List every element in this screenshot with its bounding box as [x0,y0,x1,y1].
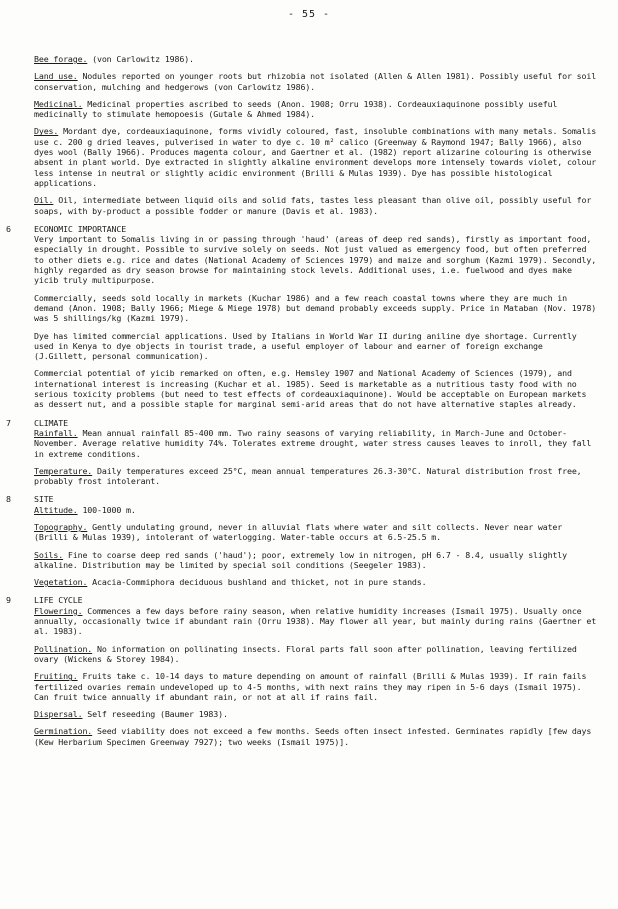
section-title: ECONOMIC IMPORTANCE [34,223,127,234]
heading-rainfall: Rainfall. [34,427,78,438]
heading-dispersal: Dispersal. [34,709,83,720]
heading-altitude: Altitude. [34,504,78,515]
section-site [6,494,600,588]
section-number: 9 [6,595,11,606]
section-title: CLIMATE [34,417,68,428]
text-rainfall: Mean annual rainfall 85-400 mm. Two rainy seasons of varying reliability, in March-June and October-November. Average relative humidity 74%. Tolerates extreme drought, water stress causes leaves to inroll, they fall in extreme conditions. [34,427,592,459]
text-pollination: No information on pollinating insects. Floral parts fall soon after pollination, leaving fertilized ovary (Wickens & Storey 1984). [34,643,577,664]
text-germination: Seed viability does not exceed a few months. Seeds often insect infested. Germinates rapidly [few days (Kew Herbarium Specimen Greenway 7927); two weeks (Ismail 1975)]. [34,726,592,747]
paragraph-germination [34,726,600,747]
paragraph-medicinal [34,99,600,120]
heading-temperature: Temperature. [34,465,93,476]
paragraph-pollination [34,644,600,665]
heading-dyes: Dyes. [34,126,59,137]
text-temperature: Daily temperatures exceed 25°C, mean annual temperatures 26.3-30°C. Natural distribution frost free, probably frost intolerant. [34,465,582,487]
paragraph-flowering [34,606,600,637]
section-paragraph: Very important to Somalis living in or passing through 'haud' (areas of deep red sands), firstly as important food, especially in drought. Possible to survive solely on seeds. Not just valued as emergency food, but often preferred to other diets e.g. rice and dates (National Academy of Sciences 1979) and maize and sorghum (Kazmi 1979). Secondly, highly regarded as dry season browse for maintaining stock levels. Additional uses, i.e. fuelwood and dyes make yicib truly multipurpose. [34,234,597,286]
text-fruiting: Fruits take c. 10-14 days to mature depending on amount of rainfall (Brilli & Mulas 1939). If rain fails fertilized ovaries remain undeveloped up to 4-5 months, with next rains they may ripen in 5-6 days (Ismail 1975). Can fruit twice annually if abundant rain, or not at all if rains fail. [34,671,587,702]
heading-bee-forage: Bee forage. [34,54,88,64]
section-number: 6 [6,223,11,234]
heading-topography: Topography. [34,521,88,532]
page-number: - 55 - [287,9,331,20]
paragraph-soils [34,550,600,571]
text-flowering: Commences a few days before rainy season, when relative humidity increases (Ismail 1975). Usually once annually, occasionally twice if abundant rain (Orru 1938). May flower all year, but mainly during rains (Gaertner et al. 1983). [34,605,597,637]
section-paragraph: Commercial potential of yicib remarked on often, e.g. Hemsley 1907 and National Academy of Sciences (1979), and international interest is increasing (Kuchar et al. 1985). Seed is marketable as a nutritious tasty food with no serious toxicity problems (but need to test effects of cordeauxiaquinone). Would be acceptable on European markets as dessert nut, and a possible staple for marginal semi-arid areas that do not have alternative staples already. [34,368,587,410]
heading-medicinal: Medicinal. [34,98,83,109]
text-topography: Gently undulating ground, never in alluvial flats where water and silt collects. Never near water (Brilli & Mulas 1939), intolerant of waterlogging. Water-table occurs at 6.5-25.5 m. [34,521,563,543]
paragraph-oil [34,195,600,216]
text-bee-forage: (von Carlowitz 1986). [87,54,194,64]
paragraph-rainfall [34,428,600,459]
paragraph-temperature [34,466,600,487]
paragraph-dyes [34,126,600,188]
paragraph-bee-forage [34,54,600,64]
section-number: 8 [6,494,11,505]
section-paragraph: Commercially, seeds sold locally in markets (Kuchar 1986) and a few reach coastal towns where they are much in demand (Anon. 1908; Bally 1966; Miege & Miege 1978) but demand probably exceeds supply. Price in Mataban (Nov. 1978) was 5 shillings/kg (Kazmi 1979). [34,292,597,324]
section-number: 7 [6,417,11,428]
text-medicinal: Medicinal properties ascribed to seeds (Anon. 1908; Orru 1938). Cordeauxiaquinone possibly useful medicinally to stimulate hemopoesis (Gutale & Ahmed 1984). [34,98,558,120]
paragraph-land-use [34,71,600,92]
text-land-use: Nodules reported on younger roots but rhizobia not isolated (Allen & Allen 1981). Possibly useful for soil conservation, mulching and hedgerows (von Carlowitz 1986). [34,71,597,92]
paragraph-dispersal [34,709,600,719]
uses-block [34,54,600,216]
section-climate [6,417,600,487]
page-body [6,54,600,754]
heading-germination: Germination. [34,726,93,737]
text-vegetation: Acacia-Commiphora deciduous bushland and thicket, not in pure stands. [87,577,427,588]
paragraph-vegetation [34,577,600,587]
heading-land-use: Land use. [34,71,78,82]
heading-oil: Oil. [34,195,54,206]
heading-pollination: Pollination. [34,643,93,654]
text-altitude: 100-1000 m. [77,504,136,515]
section-title: LIFE CYCLE [34,595,83,606]
section-title: SITE [34,494,54,505]
text-dispersal: Self reseeding (Baumer 1983). [82,709,228,720]
section-life-cycle [6,595,600,747]
text-soils: Fine to coarse deep red sands ('haud'); poor, extremely low in nitrogen, pH 6.7 - 8.4, usually slightly alkaline. Distribution may be limited by special soil conditions (Seegeler 1983). [34,549,567,570]
paragraph-fruiting [34,671,600,702]
paragraph-topography [34,522,600,543]
heading-soils: Soils. [34,549,64,560]
heading-fruiting: Fruiting. [34,671,78,682]
text-oil: Oil, intermediate between liquid oils and solid fats, tastes less pleasant than olive oil, possibly useful for soaps, with by-product a possible fodder or manure (Davis et al. 1983). [34,195,592,216]
text-dyes: Mordant dye, cordeauxiaquinone, forms vividly coloured, fast, insoluble combinations with many metals. Somalis use c. 200 g dried leaves, pulverised in water to dye c. 10 m² calico (Greenway & Raymond 1947; Bally 1966), also dyes wool (Bally 1966). Produces magenta colour, and Gaertner et al. (1982) report alizarine colouring is otherwise absent in plant world. Dye extracted in slightly alkaline environment develops more intensely towards violet, colour less intense in neutral or slightly acidic environment (Brilli & Mulas 1939). Dye has possible histological applications. [34,126,597,188]
heading-flowering: Flowering. [34,605,83,616]
section-economic-importance [6,223,600,410]
paragraph-altitude [34,505,600,515]
heading-vegetation: Vegetation. [34,577,88,588]
section-paragraph: Dye has limited commercial applications. Used by Italians in World War II during aniline dye shortage. Currently used in Kenya to dye objects in tourist trade, a useful employer of labour and earner of foreign exchange (J.Gillett, personal communication). [34,330,577,362]
